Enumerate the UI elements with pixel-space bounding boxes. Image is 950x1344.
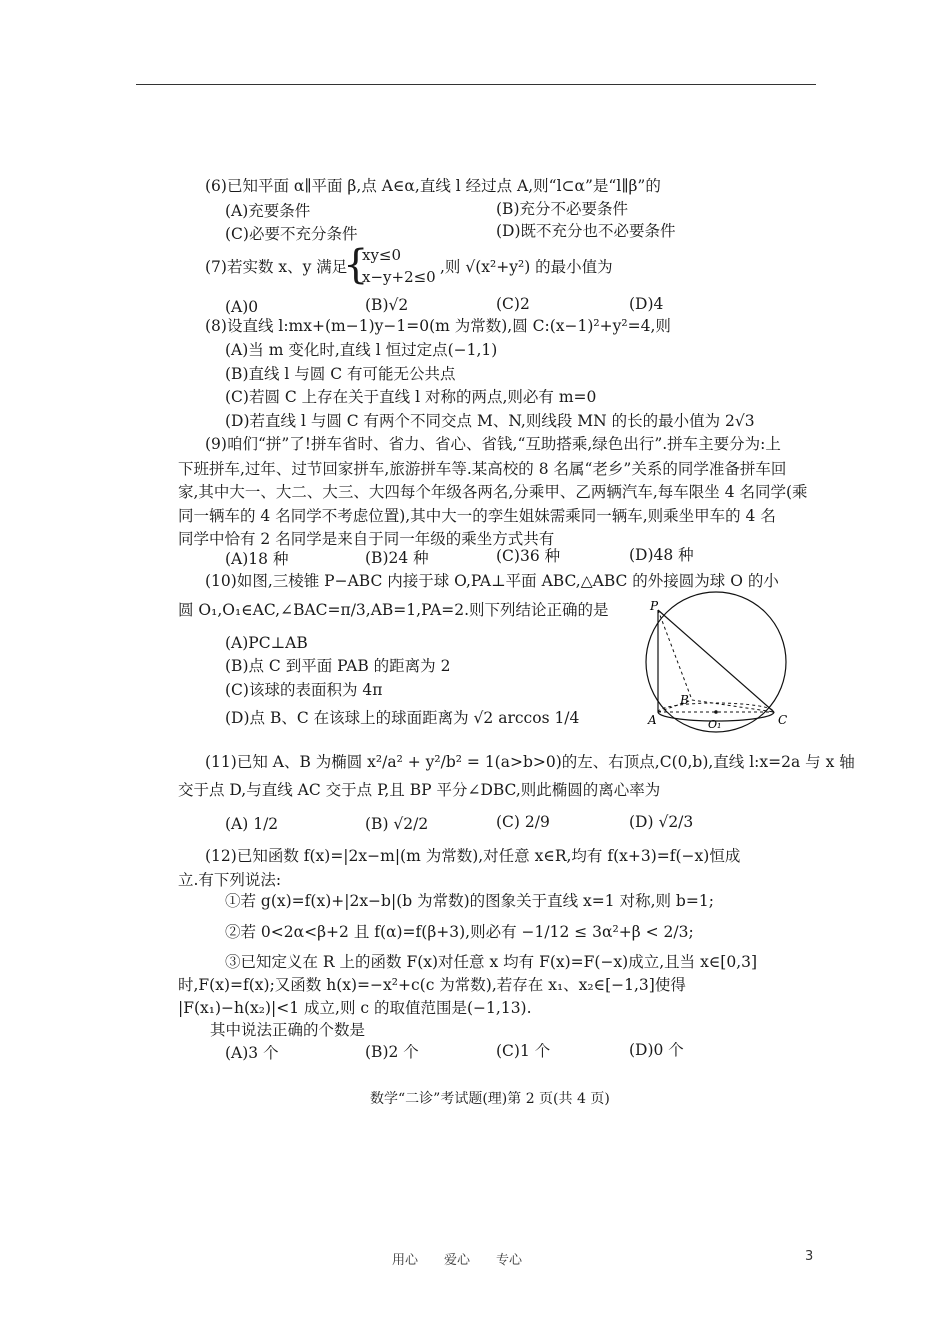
q8-stem: (8)设直线 l:mx+(m−1)y−1=0(m 为常数),圆 C:(x−1)²+y²=4,则: [205, 317, 671, 335]
q6-option-c: (C)必要不充分条件: [225, 225, 358, 243]
q11-option-c: (C) 2/9: [496, 813, 550, 831]
q8-option-b: (B)直线 l 与圆 C 有可能无公共点: [225, 365, 456, 383]
q12-statement-3c: |F(x₁)−h(x₂)|<1 成立,则 c 的取值范围是(−1,13).: [178, 999, 532, 1017]
q8-option-d: (D)若直线 l 与圆 C 有两个不同交点 M、N,则线段 MN 的长的最小值为 2√3: [225, 412, 755, 430]
q7-suffix: ,则 √(x²+y²) 的最小值为: [440, 258, 613, 276]
q11-line-1: (11)已知 A、B 为椭圆 x²/a² + y²/b² = 1(a>b>0)的左、右顶点,C(0,b),直线 l:x=2a 与 x 轴: [205, 753, 855, 771]
q7-condition-2: x−y+2≤0: [362, 268, 436, 286]
q6-option-d: (D)既不充分也不必要条件: [496, 222, 676, 240]
q11-line-2: 交于点 D,与直线 AC 交于点 P,且 BP 平分∠DBC,则此椭圆的离心率为: [178, 781, 661, 799]
q12-statement-3a: ③已知定义在 R 上的函数 F(x)对任意 x 均有 F(x)=F(−x)成立,且当 x∈[0,3]: [225, 953, 758, 971]
q10-line-2: 圆 O₁,O₁∈AC,∠BAC=π/3,AB=1,PA=2.则下列结论正确的是: [178, 601, 609, 619]
q12-statement-3b: 时,F(x)=f(x);又函数 h(x)=−x²+c(c 为常数),若存在 x₁、x₂∈[−1,3]使得: [178, 976, 686, 994]
q6-option-b: (B)充分不必要条件: [496, 200, 628, 218]
q7-condition-1: xy≤0: [362, 246, 402, 264]
q12-statement-1: ①若 g(x)=f(x)+|2x−b|(b 为常数)的图象关于直线 x=1 对称,则 b=1;: [225, 892, 714, 910]
edge-pb: [658, 610, 692, 700]
q9-option-a: (A)18 种: [225, 550, 289, 568]
q6-option-a: (A)充要条件: [225, 202, 311, 220]
q7-option-b: (B)√2: [365, 296, 409, 314]
bottom-slogan: 用心 爱心 专心: [392, 1253, 523, 1268]
q9-line-4: 同一辆车的 4 名同学不考虑位置),其中大一的孪生姐妹需乘同一辆车,则乘坐甲车的 4 名: [178, 507, 776, 525]
q12-line-2: 立.有下列说法:: [178, 871, 282, 889]
q6-stem: (6)已知平面 α∥平面 β,点 A∈α,直线 l 经过点 A,则“l⊂α”是“l∥β”的: [205, 177, 661, 195]
q10-option-b: (B)点 C 到平面 PAB 的距离为 2: [225, 657, 451, 675]
q12-question: 其中说法正确的个数是: [210, 1021, 366, 1039]
q11-option-a: (A) 1/2: [225, 815, 279, 833]
q11-option-b: (B) √2/2: [365, 815, 429, 833]
q12-option-b: (B)2 个: [365, 1043, 419, 1061]
q9-line-2: 下班拼车,过年、过节回家拼车,旅游拼车等.某高校的 8 名属“老乡”关系的同学准备拼车回: [178, 460, 787, 478]
page-number: 3: [805, 1249, 814, 1264]
center-o1: [714, 710, 718, 714]
q9-line-3: 家,其中大一、大二、大三、大四每个年级各两名,分乘甲、乙两辆汽车,每车限坐 4 名同学(乘: [178, 483, 808, 501]
q12-line-1: (12)已知函数 f(x)=|2x−m|(m 为常数),对任意 x∈R,均有 f(x+3)=f(−x)恒成: [205, 847, 741, 865]
q10-option-a: (A)PC⊥AB: [225, 634, 308, 652]
sphere-figure: [636, 590, 796, 740]
edge-pc: [658, 610, 774, 712]
q9-option-d: (D)48 种: [629, 546, 694, 564]
q7-prefix: (7)若实数 x、y 满足: [205, 258, 348, 276]
label-o1: O₁: [708, 718, 722, 731]
q12-option-a: (A)3 个: [225, 1044, 279, 1062]
q12-option-d: (D)0 个: [629, 1041, 684, 1059]
q12-option-c: (C)1 个: [496, 1042, 551, 1060]
q10-option-c: (C)该球的表面积为 4π: [225, 681, 383, 699]
q9-option-c: (C)36 种: [496, 547, 561, 565]
q8-option-a: (A)当 m 变化时,直线 l 恒过定点(−1,1): [225, 341, 498, 359]
q12-statement-2: ②若 0<2α<β+2 且 f(α)=f(β+3),则必有 −1/12 ≤ 3α²+β < 2/3;: [225, 923, 694, 941]
label-b: B: [680, 693, 689, 707]
q8-option-c: (C)若圆 C 上存在关于直线 l 对称的两点,则必有 m=0: [225, 388, 597, 406]
q9-line-5: 同学中恰有 2 名同学是来自于同一年级的乘坐方式共有: [178, 530, 555, 548]
q11-option-d: (D) √2/3: [629, 813, 694, 831]
header-rule: [136, 84, 816, 85]
q7-brace: {: [343, 242, 369, 288]
q10-option-d: (D)点 B、C 在该球上的球面距离为 √2 arccos 1/4: [225, 709, 580, 727]
q7-option-c: (C)2: [496, 295, 530, 313]
q9-line-1: (9)咱们“拼”了!拼车省时、省力、省心、省钱,“互助搭乘,绿色出行”.拼车主要分为:上: [205, 435, 781, 453]
q9-option-b: (B)24 种: [365, 549, 429, 567]
label-a: A: [648, 713, 657, 727]
label-p: P: [650, 599, 659, 613]
q10-line-1: (10)如图,三棱锥 P−ABC 内接于球 O,PA⊥平面 ABC,△ABC 的外接圆为球 O 的小: [205, 572, 779, 590]
q7-option-a: (A)0: [225, 298, 259, 316]
exam-footer: 数学“二诊”考试题(理)第 2 页(共 4 页): [370, 1091, 610, 1107]
q7-option-d: (D)4: [629, 295, 664, 313]
label-c: C: [778, 713, 788, 727]
